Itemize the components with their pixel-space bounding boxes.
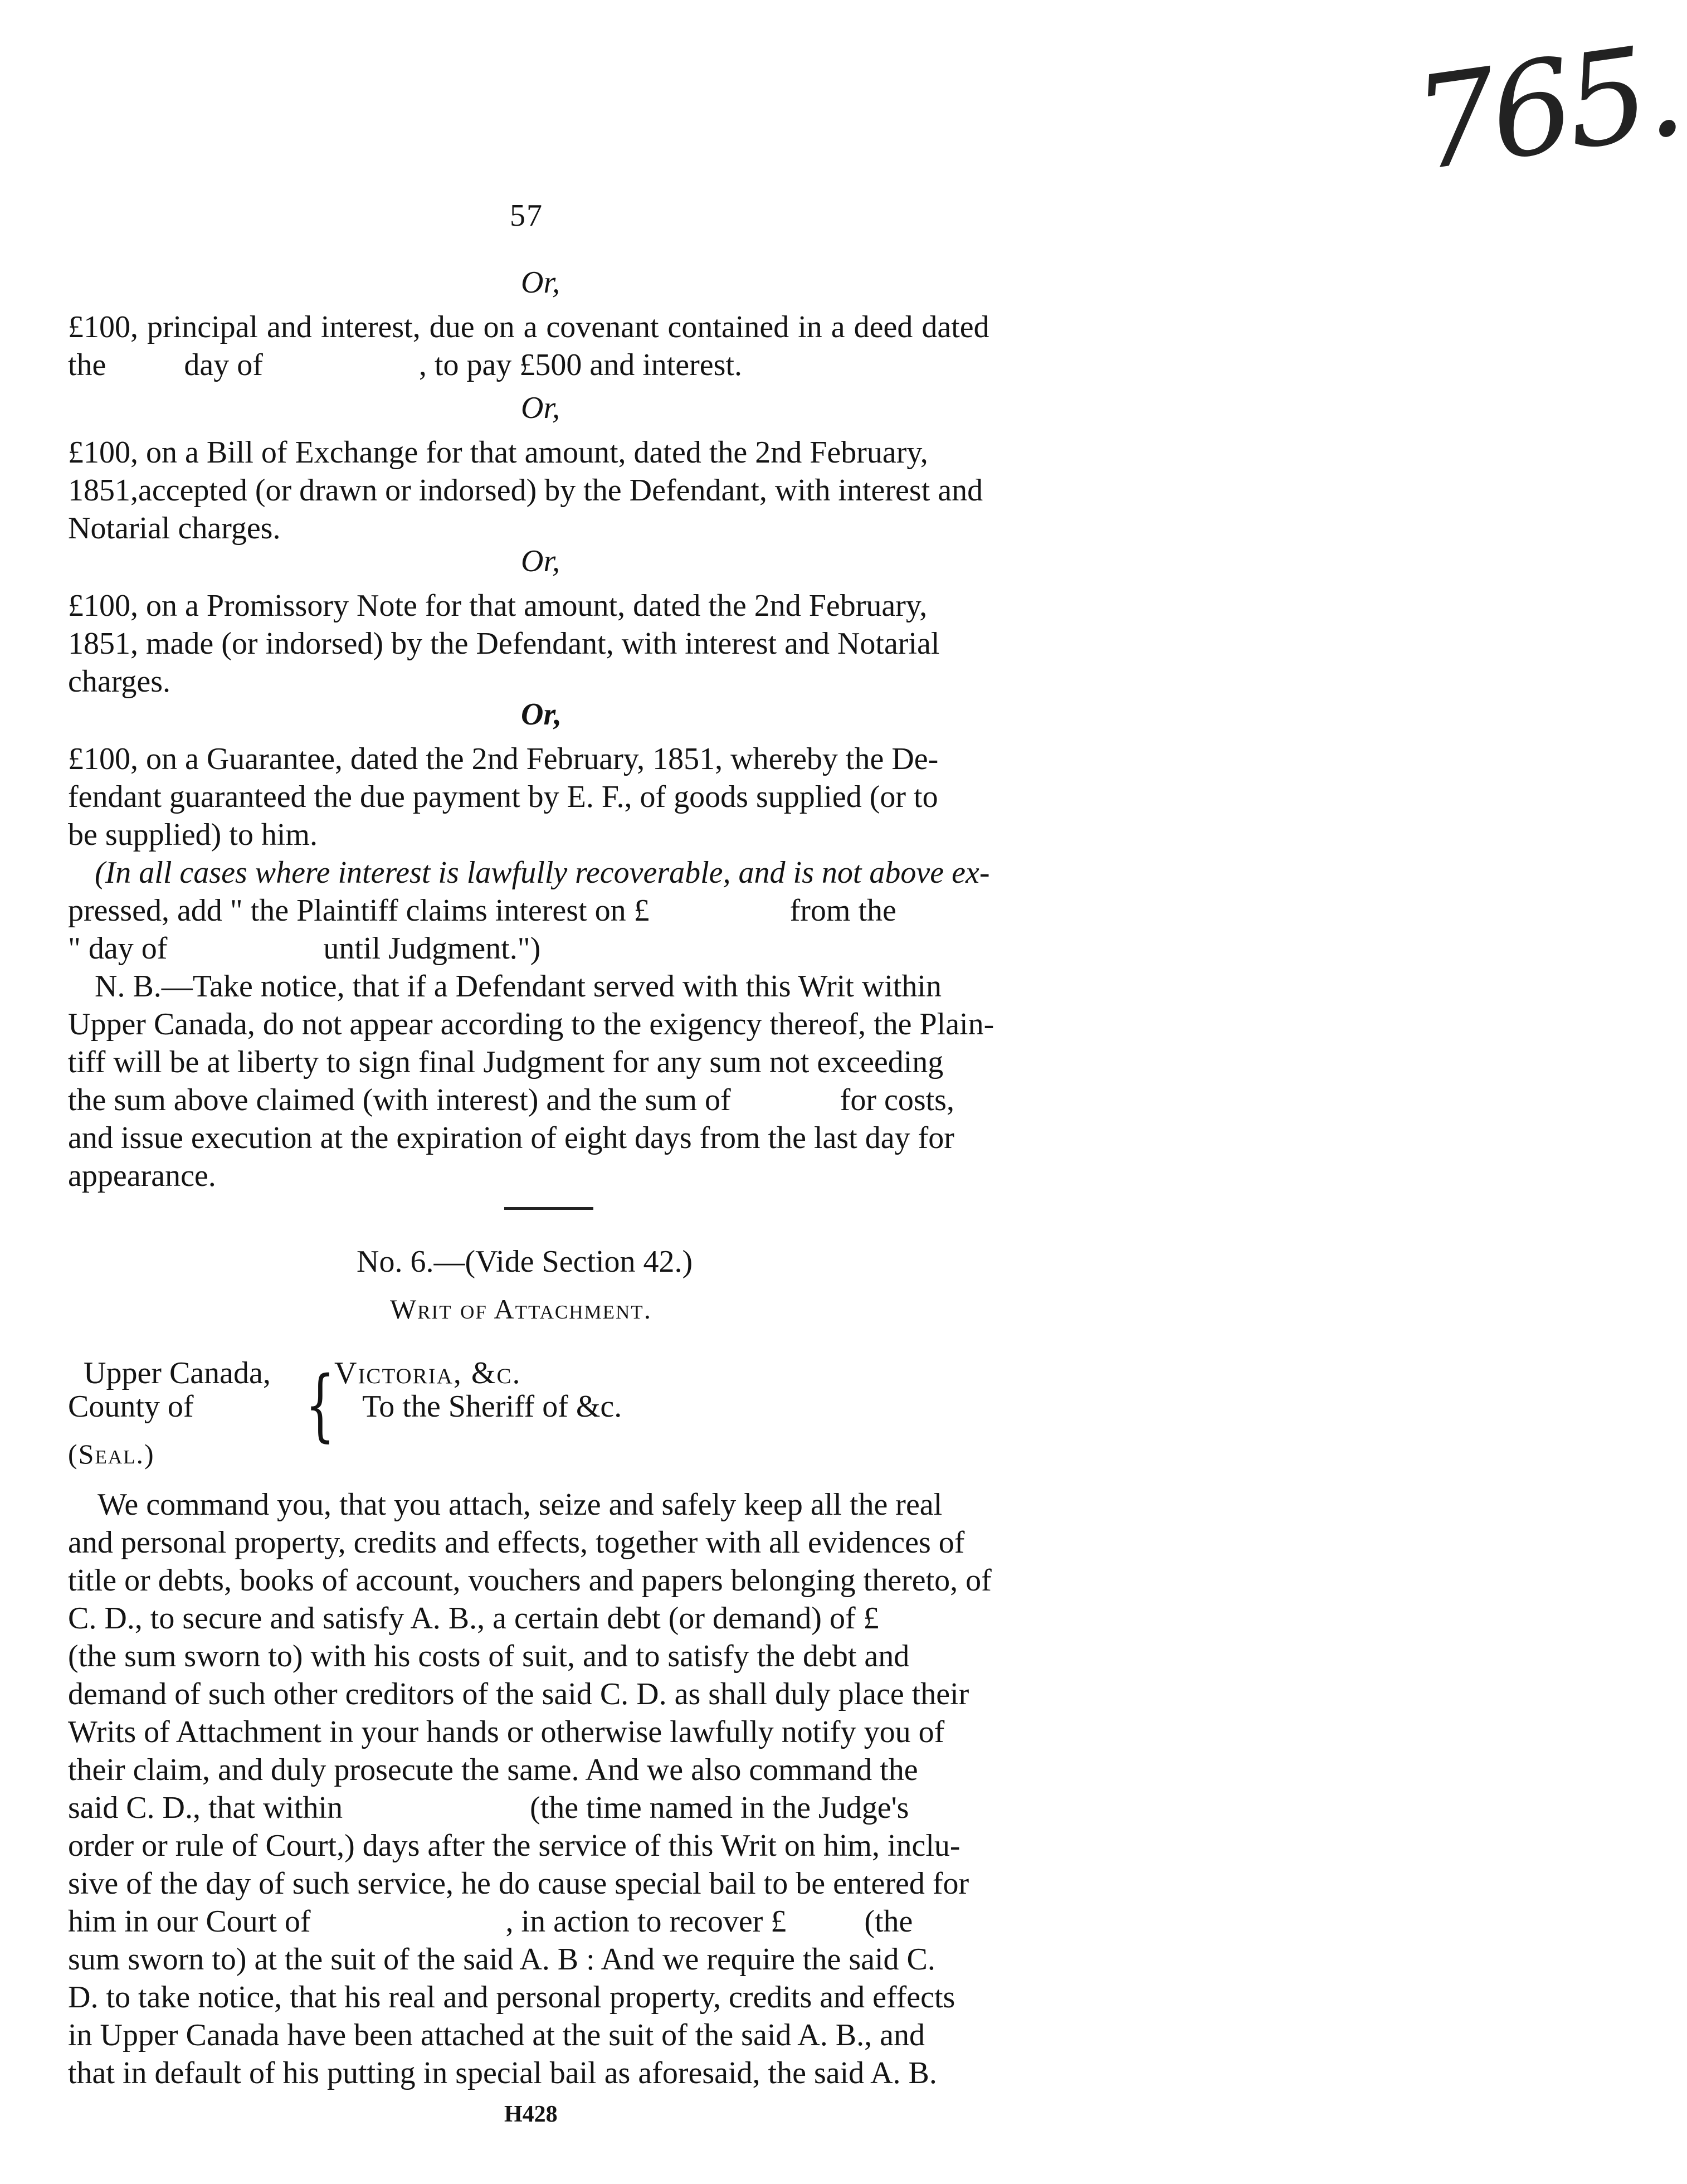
nb-line3: tiff will be at liberty to sign final Judgment for any sum not exceeding <box>68 1045 944 1079</box>
nb-line5: and issue execution at the expiration of eight days from the last day for <box>68 1121 954 1155</box>
venue-sheriff: To the Sheriff of &c. <box>362 1389 622 1424</box>
form-heading: No. 6.—(Vide Section 42.) <box>357 1244 693 1279</box>
writ-line2: and personal property, credits and effects, together with all evidences of <box>68 1525 965 1560</box>
interest-note-line2: pressed, add " the Plaintiff claims interest on £ from the <box>68 893 896 928</box>
nb-line1: N. B.—Take notice, that if a Defendant served with this Writ within <box>95 969 942 1004</box>
form-title: Writ of Attachment. <box>390 1293 652 1325</box>
writ-line8: their claim, and duly prosecute the same. And we also command the <box>68 1753 918 1787</box>
nb-line6: appearance. <box>68 1159 216 1193</box>
or-separator-1: Or, <box>521 265 560 300</box>
handwritten-folio-number: 765. <box>1406 16 1687 200</box>
venue-upper-canada: Upper Canada, <box>84 1356 271 1390</box>
block2-line1: £100, on a Bill of Exchange for that amount, dated the 2nd February, <box>68 435 928 470</box>
interest-note-line1: (In all cases where interest is lawfully recoverable, and is not above ex- <box>95 855 990 890</box>
nb-line4: the sum above claimed (with interest) and the sum of for costs, <box>68 1083 954 1117</box>
block4-line1: £100, on a Guarantee, dated the 2nd February, 1851, whereby the De- <box>68 742 939 776</box>
writ-line3: title or debts, books of account, vouchers and papers belonging thereto, of <box>68 1563 992 1598</box>
block3-line1: £100, on a Promissory Note for that amount, dated the 2nd February, <box>68 588 928 623</box>
writ-line1: We command you, that you attach, seize and safely keep all the real <box>97 1487 943 1522</box>
signature-mark: H428 <box>504 2102 558 2127</box>
venue-victoria: Victoria, &c. <box>334 1356 521 1390</box>
block4-line2: fendant guaranteed the due payment by E. F., of goods supplied (or to <box>68 780 938 814</box>
or-separator-3: Or, <box>521 544 560 578</box>
block2-line2: 1851,accepted (or drawn or indorsed) by the Defendant, with interest and <box>68 473 983 508</box>
block1-line2: the day of , to pay £500 and interest. <box>68 348 743 382</box>
writ-line15: in Upper Canada have been attached at the suit of the said A. B., and <box>68 2018 925 2052</box>
writ-line4: C. D., to secure and satisfy A. B., a certain debt (or demand) of £ <box>68 1601 879 1636</box>
seal-label: (Seal.) <box>68 1438 155 1470</box>
block3-line2: 1851, made (or indorsed) by the Defendant, with interest and Notarial <box>68 626 940 661</box>
writ-line12: him in our Court of , in action to recover £ (the <box>68 1904 913 1939</box>
block1-line1: £100, principal and interest, due on a covenant contained in a deed dated <box>68 310 989 344</box>
writ-line7: Writs of Attachment in your hands or otherwise lawfully notify you of <box>68 1715 945 1749</box>
interest-note-line3: " day of until Judgment.") <box>68 931 541 966</box>
block3-line3: charges. <box>68 664 170 699</box>
writ-line13: sum sworn to) at the suit of the said A. B : And we require the said C. <box>68 1942 935 1977</box>
writ-line10: order or rule of Court,) days after the service of this Writ on him, inclu- <box>68 1828 960 1863</box>
section-divider <box>504 1207 593 1210</box>
or-separator-2: Or, <box>521 391 560 425</box>
writ-line6: demand of such other creditors of the said C. D. as shall duly place their <box>68 1677 969 1711</box>
writ-line5: (the sum sworn to) with his costs of suit, and to satisfy the debt and <box>68 1639 910 1674</box>
or-separator-4: Or, <box>521 697 562 732</box>
block2-line3: Notarial charges. <box>68 511 281 546</box>
venue-brace: { <box>305 1360 335 1451</box>
page-number: 57 <box>510 198 543 233</box>
writ-line9: said C. D., that within (the time named in the Judge's <box>68 1791 909 1825</box>
writ-line11: sive of the day of such service, he do cause special bail to be entered for <box>68 1866 969 1901</box>
nb-line2: Upper Canada, do not appear according to the exigency thereof, the Plain- <box>68 1007 994 1042</box>
writ-line14: D. to take notice, that his real and personal property, credits and effects <box>68 1980 955 2015</box>
writ-line16: that in default of his putting in special bail as aforesaid, the said A. B. <box>68 2056 937 2090</box>
block4-line3: be supplied) to him. <box>68 818 318 852</box>
venue-county: County of <box>68 1389 194 1424</box>
